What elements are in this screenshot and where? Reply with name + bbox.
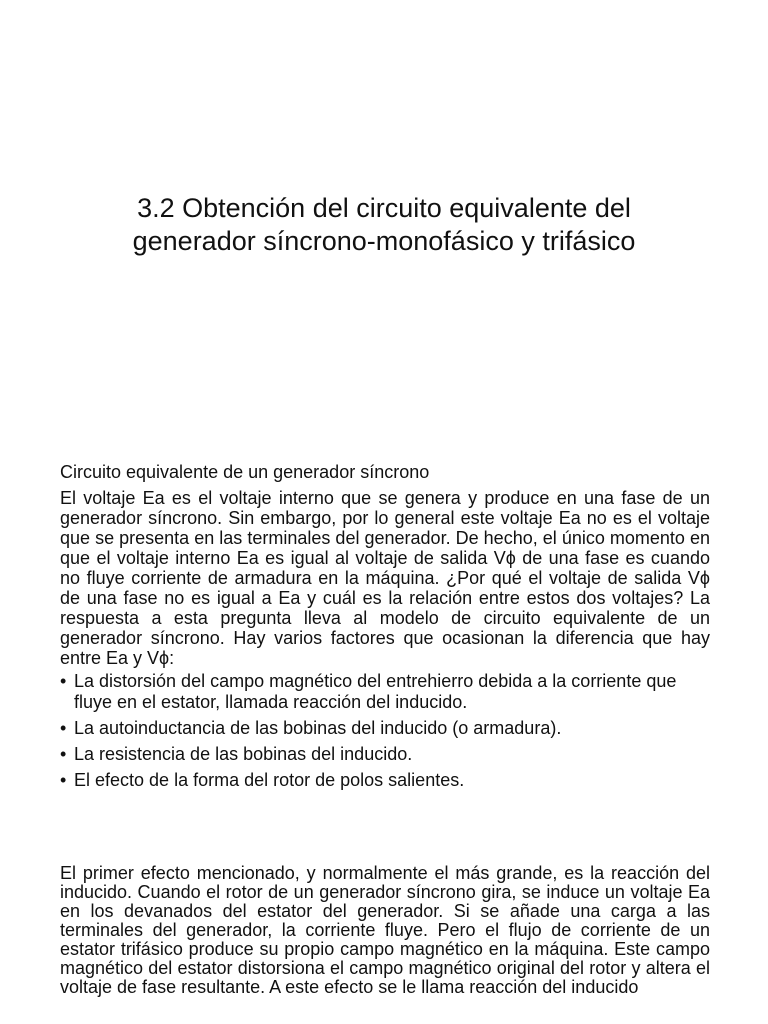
paragraph-2: El primer efecto mencionado, y normalmente el más grande, es la reacción del inducido. Cuando el rotor de un generador síncrono gira, se induce un voltaje Ea en los devanados del estator del generador. Si se añade una carga a las terminales del generador, la corriente fluye. Pero el flujo de corriente de un estator trifásico produce su propio campo magnético en la máquina. Este campo magnético del estator distorsiona el campo magnético original del rotor y altera el voltaje de fase resultante. A este efecto se le llama reacción del inducido [60, 863, 710, 997]
list-item [60, 671, 710, 713]
bullet-icon: • [60, 671, 67, 691]
list-item-text: El efecto de la forma del rotor de polos salientes. [74, 770, 465, 790]
list-item [60, 770, 710, 791]
title-line-1: 3.2 Obtención del circuito equivalente del [137, 193, 631, 223]
list-item-text: La distorsión del campo magnético del entrehierro debida a la corriente que fluye en el estator, llamada reacción del inducido. [74, 671, 677, 712]
section-subtitle: Circuito equivalente de un generador síncrono [60, 462, 430, 482]
bullet-icon: • [60, 744, 67, 764]
page-title [60, 192, 708, 258]
bullet-icon: • [60, 770, 67, 790]
list-item-text: La autoinductancia de las bobinas del inducido (o armadura). [74, 718, 562, 738]
list-item [60, 718, 710, 739]
title-line-2: generador síncrono-monofásico y trifásico [132, 226, 636, 256]
paragraph-1: El voltaje Ea es el voltaje interno que se genera y produce en una fase de un generador síncrono. Sin embargo, por lo general este voltaje Ea no es el voltaje que se presenta en las terminales del generador. De hecho, el único momento en que el voltaje interno Ea es igual al voltaje de salida Vϕ de una fase es cuando no fluye corriente de armadura en la máquina. ¿Por qué el voltaje de salida Vϕ de una fase no es igual a Ea y cuál es la relación entre estos dos voltajes? La respuesta a esta pregunta lleva al modelo de circuito equivalente de un generador síncrono. Hay varios factores que ocasionan la diferencia que hay entre Ea y Vϕ: [60, 488, 710, 668]
section-body [60, 461, 710, 796]
list-item [60, 744, 710, 765]
bullet-icon: • [60, 718, 67, 738]
list-item-text: La resistencia de las bobinas del inducido. [74, 744, 413, 764]
factor-list [60, 671, 710, 791]
